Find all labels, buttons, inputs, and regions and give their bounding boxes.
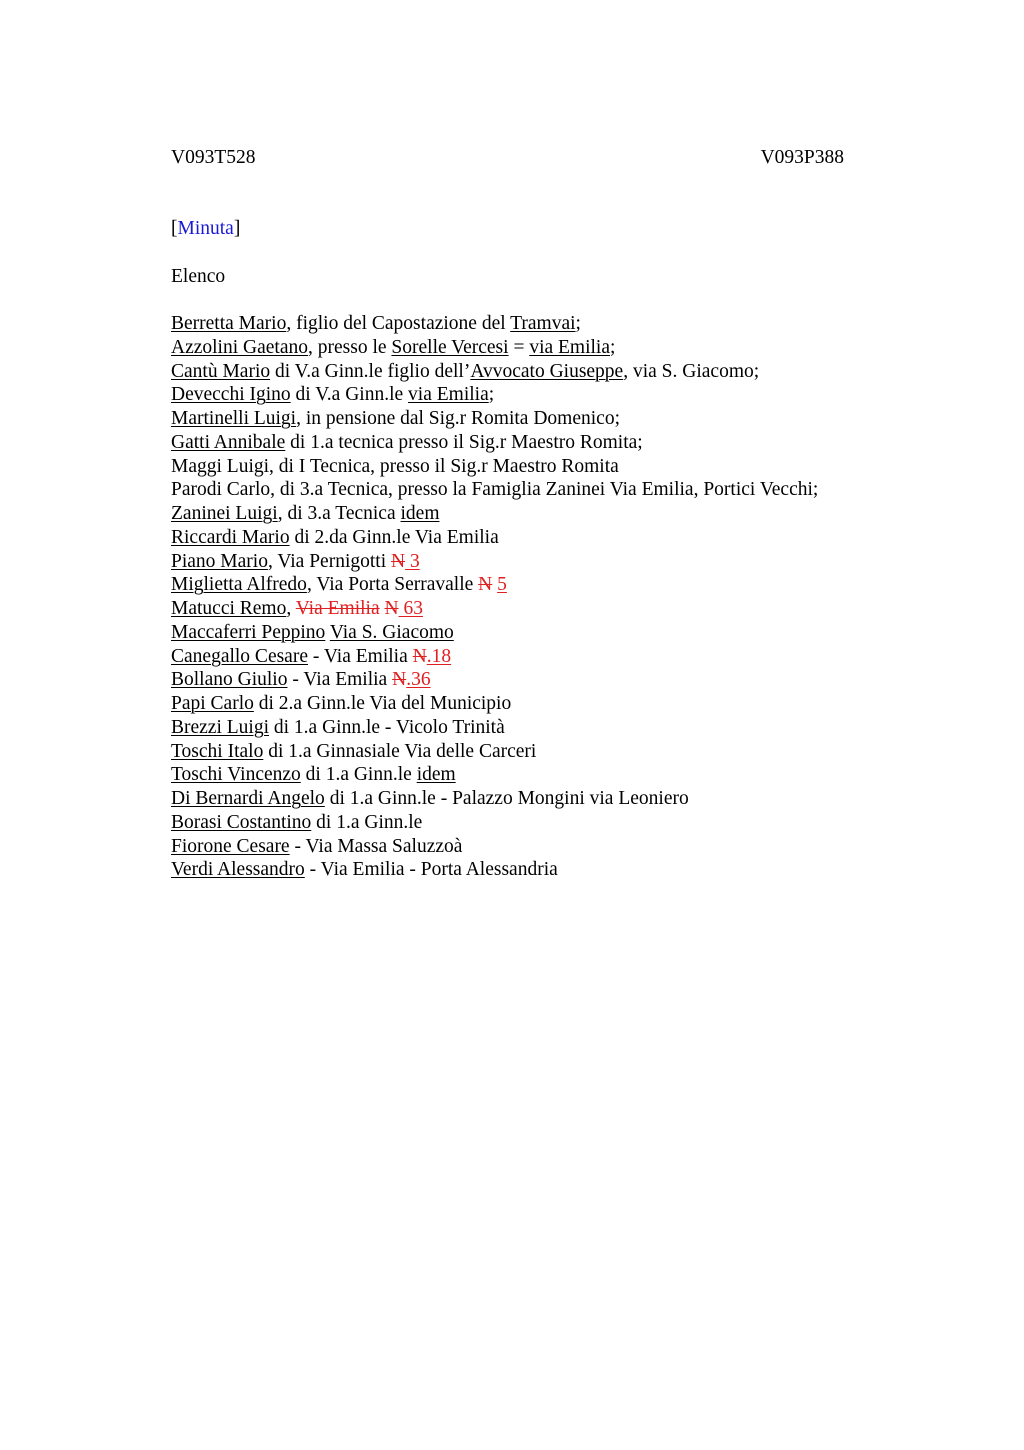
underlined-text: Brezzi Luigi	[171, 716, 270, 738]
underlined-text: Via S. Giacomo	[329, 621, 454, 643]
inserted-text: .36	[406, 669, 431, 691]
minuta-open-bracket: [	[171, 218, 178, 239]
list-item	[171, 360, 871, 384]
underlined-text: Zaninei Luigi	[171, 503, 278, 524]
list-item	[171, 811, 871, 835]
entry-text: di V.a Ginn.le	[290, 384, 409, 406]
entry-text: - Via Emilia	[308, 645, 413, 667]
minuta-label	[171, 217, 240, 241]
list-item	[171, 763, 871, 787]
underlined-text: Tramvai	[510, 313, 576, 334]
underlined-text: Martinelli Luigi	[171, 408, 297, 429]
underlined-text: via Emilia	[529, 336, 610, 358]
minuta-close-bracket: ]	[233, 218, 241, 239]
underlined-text: Avvocato Giuseppe	[470, 360, 624, 382]
deleted-text: N	[391, 550, 406, 572]
inserted-text: 3	[405, 550, 420, 572]
list-item	[171, 645, 871, 669]
deleted-text: N	[384, 598, 399, 619]
deleted-text: Via Emilia	[295, 598, 380, 619]
deleted-text: N	[392, 669, 407, 691]
list-item	[171, 573, 871, 597]
underlined-text: Gatti Annibale	[171, 431, 286, 453]
document-code-left: V093T528	[171, 147, 256, 168]
underlined-text: Toschi Vincenzo	[171, 764, 301, 786]
underlined-text: Di Bernardi Angelo	[171, 788, 325, 809]
entry-text: di V.a Ginn.le figlio dell’	[270, 360, 471, 382]
entry-text: - Via Massa Saluzzoà	[289, 835, 463, 857]
minuta-link[interactable]: Minuta	[177, 218, 234, 239]
entry-text: , presso le	[308, 336, 392, 358]
list-item	[171, 692, 871, 716]
entry-text: di 1.a Ginn.le - Palazzo Mongini via Leoniero	[324, 788, 689, 809]
list-item	[171, 787, 871, 811]
entry-text: di 1.a Ginn.le	[300, 764, 417, 786]
underlined-text: Borasi Costantino	[171, 811, 312, 833]
list-item	[171, 431, 871, 455]
entry-text: di 1.a Ginn.le - Vicolo Trinità	[269, 716, 505, 738]
list-item	[171, 740, 871, 764]
inserted-text: 5	[497, 574, 507, 596]
underlined-text: Toschi Italo	[171, 740, 264, 762]
underlined-text: Canegallo Cesare	[171, 645, 308, 667]
entry-text: di 1.a Ginnasiale Via delle Carceri	[263, 740, 537, 762]
entry-text: , Via Pernigotti	[267, 550, 391, 572]
list-item	[171, 550, 871, 574]
list-item	[171, 621, 871, 645]
underlined-text: Devecchi Igino	[171, 384, 291, 406]
entry-text: - Via Emilia - Porta Alessandria	[304, 859, 558, 881]
underlined-text: Verdi Alessandro	[171, 859, 305, 881]
entry-list	[171, 312, 871, 882]
underlined-text: Azzolini Gaetano	[171, 336, 308, 358]
deleted-text: N	[412, 645, 427, 667]
entry-text: di 1.a tecnica presso il Sig.r Maestro Romita;	[285, 431, 643, 453]
list-item	[171, 526, 871, 550]
entry-text: ;	[488, 384, 495, 406]
inserted-text: .18	[426, 645, 452, 667]
list-item	[171, 597, 871, 621]
document-header	[171, 146, 844, 170]
entry-text: Parodi Carlo, di 3.a Tecnica, presso la Famiglia Zaninei Via Emilia, Portici Vecchi;	[171, 479, 819, 501]
entry-text: , figlio del Capostazione del	[286, 313, 511, 334]
list-item	[171, 668, 871, 692]
entry-text: di 2.da Ginn.le Via Emilia	[289, 526, 499, 548]
entry-text: =	[508, 336, 530, 358]
entry-text: di 1.a Ginn.le	[311, 811, 423, 833]
entry-text: ,	[286, 598, 296, 619]
entry-text: , di 3.a Tecnica	[277, 503, 401, 524]
list-item	[171, 336, 871, 360]
list-item	[171, 455, 871, 479]
list-item	[171, 716, 871, 740]
entry-text: - Via Emilia	[287, 669, 393, 691]
underlined-text: idem	[416, 764, 456, 786]
list-item	[171, 502, 871, 526]
underlined-text: Berretta Mario	[171, 313, 287, 334]
list-item	[171, 478, 871, 502]
underlined-text: Miglietta Alfredo	[171, 574, 307, 596]
list-item	[171, 407, 871, 431]
underlined-text: Fiorone Cesare	[171, 835, 290, 857]
list-item	[171, 835, 871, 859]
inserted-text: 63	[398, 598, 423, 619]
entry-text: , via S. Giacomo;	[623, 360, 760, 382]
underlined-text: Matucci Remo	[171, 598, 287, 619]
underlined-text: Maccaferri Peppino	[171, 621, 326, 643]
entry-text: , Via Porta Serravalle	[306, 574, 479, 596]
list-item	[171, 383, 871, 407]
underlined-text: Papi Carlo	[171, 693, 254, 714]
underlined-text: idem	[400, 503, 440, 524]
entry-text: ;	[575, 313, 581, 334]
underlined-text: Piano Mario	[171, 550, 268, 572]
underlined-text: Riccardi Mario	[171, 526, 290, 548]
entry-text: di 2.a Ginn.le Via del Municipio	[253, 693, 512, 714]
entry-text: ;	[610, 336, 616, 358]
list-item	[171, 858, 871, 882]
underlined-text: Cantù Mario	[171, 360, 271, 382]
list-item	[171, 312, 871, 336]
document-code-right: V093P388	[760, 147, 844, 168]
deleted-text: N	[478, 574, 493, 596]
list-heading: Elenco	[171, 266, 226, 287]
entry-text: Maggi Luigi, di I Tecnica, presso il Sig.r Maestro Romita	[171, 455, 619, 477]
underlined-text: via Emilia	[408, 384, 489, 406]
underlined-text: Bollano Giulio	[171, 669, 288, 691]
entry-text: , in pensione dal Sig.r Romita Domenico;	[296, 408, 620, 429]
underlined-text: Sorelle Vercesi	[391, 336, 509, 358]
